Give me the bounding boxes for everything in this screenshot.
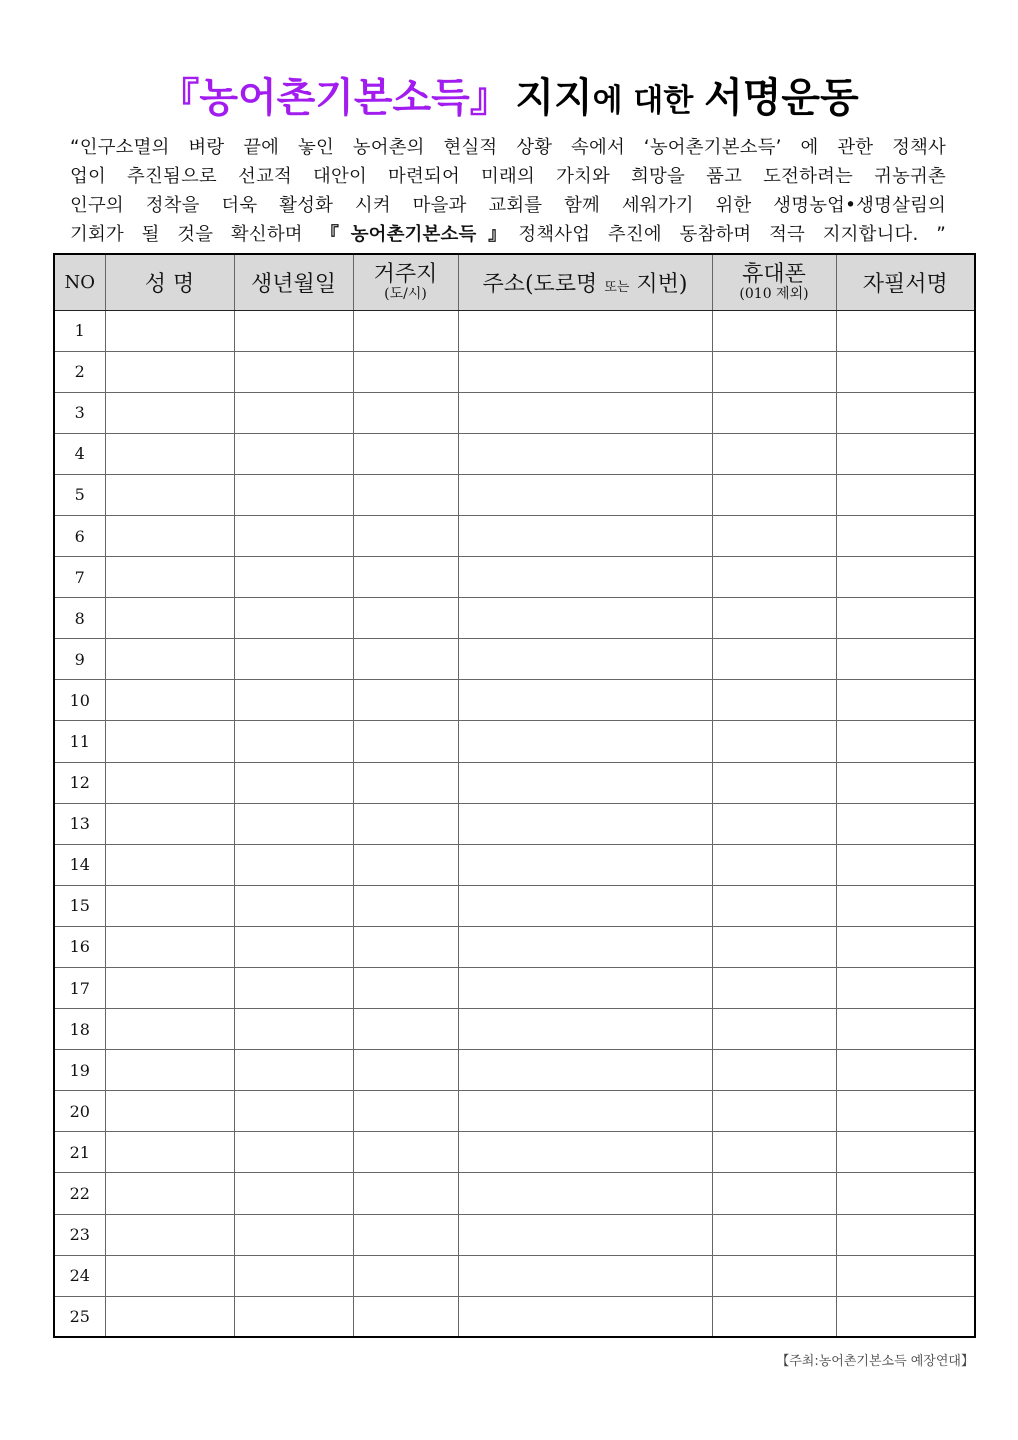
row-number: 17	[54, 968, 105, 1009]
name-cell[interactable]	[105, 557, 234, 598]
phone-cell[interactable]	[712, 639, 836, 680]
address-cell[interactable]	[458, 1009, 712, 1050]
name-cell[interactable]	[105, 680, 234, 721]
phone-cell[interactable]	[712, 433, 836, 474]
address-cell[interactable]	[458, 639, 712, 680]
header-region-label: 거주지	[373, 261, 438, 287]
phone-cell[interactable]	[712, 392, 836, 433]
phone-cell[interactable]	[712, 885, 836, 926]
header-region-sub: (도/시)	[384, 285, 427, 302]
address-cell[interactable]	[458, 433, 712, 474]
address-cell[interactable]	[458, 885, 712, 926]
row-number: 8	[54, 598, 105, 639]
name-cell[interactable]	[105, 762, 234, 803]
header-signature: 자필서명	[836, 254, 975, 310]
table-row	[54, 474, 975, 515]
header-phone-sub: (010 제외)	[739, 285, 809, 302]
region-cell[interactable]	[353, 762, 458, 803]
birth-cell[interactable]	[234, 1296, 353, 1337]
address-cell[interactable]	[458, 598, 712, 639]
address-cell[interactable]	[458, 721, 712, 762]
phone-cell[interactable]	[712, 351, 836, 392]
header-no: NO	[54, 254, 105, 310]
signature-cell[interactable]	[836, 474, 975, 515]
header-address-b: 지번)	[629, 271, 688, 297]
signature-cell[interactable]	[836, 803, 975, 844]
row-number: 20	[54, 1091, 105, 1132]
signature-cell[interactable]	[836, 1173, 975, 1214]
birth-cell[interactable]	[234, 515, 353, 556]
signature-cell[interactable]	[836, 1214, 975, 1255]
birth-cell[interactable]	[234, 310, 353, 351]
name-cell[interactable]	[105, 310, 234, 351]
table-row	[54, 1009, 975, 1050]
table-row	[54, 1255, 975, 1296]
table-row	[54, 844, 975, 885]
birth-cell[interactable]	[234, 1255, 353, 1296]
address-cell[interactable]	[458, 1296, 712, 1337]
name-cell[interactable]	[105, 844, 234, 885]
phone-cell[interactable]	[712, 1173, 836, 1214]
address-cell[interactable]	[458, 803, 712, 844]
row-number: 2	[54, 351, 105, 392]
region-cell[interactable]	[353, 639, 458, 680]
birth-cell[interactable]	[234, 926, 353, 967]
intro-line-1: “인구소멸의 벼랑 끝에 놓인 농어촌의 현실적 상황 속에서 ‘농어촌기본소득’ 에 관한 정책사	[70, 137, 946, 158]
intro-line-3: 인구의 정착을 더욱 활성화 시켜 마을과 교회를 함께 세워가기 위한 생명농업•생명살림의	[70, 195, 946, 216]
title-support: 지지	[515, 75, 593, 121]
table-row	[54, 926, 975, 967]
phone-cell[interactable]	[712, 1255, 836, 1296]
name-cell[interactable]	[105, 433, 234, 474]
birth-cell[interactable]	[234, 474, 353, 515]
intro-line-4-end: 정책사업 추진에 동참하며 적극 지지합니다. ”	[518, 224, 946, 245]
header-phone-label: 휴대폰	[742, 261, 806, 287]
name-cell[interactable]	[105, 639, 234, 680]
address-cell[interactable]	[458, 1132, 712, 1173]
birth-cell[interactable]	[234, 639, 353, 680]
title-program-name: 『농어촌기본소득』	[159, 75, 510, 121]
region-cell[interactable]	[353, 310, 458, 351]
name-cell[interactable]	[105, 721, 234, 762]
region-cell[interactable]	[353, 1091, 458, 1132]
region-cell[interactable]	[353, 968, 458, 1009]
address-cell[interactable]	[458, 515, 712, 556]
phone-cell[interactable]	[712, 515, 836, 556]
row-number: 24	[54, 1255, 105, 1296]
region-cell[interactable]	[353, 598, 458, 639]
table-row	[54, 392, 975, 433]
birth-cell[interactable]	[234, 1009, 353, 1050]
address-cell[interactable]	[458, 474, 712, 515]
phone-cell[interactable]	[712, 762, 836, 803]
phone-cell[interactable]	[712, 474, 836, 515]
row-number: 11	[54, 721, 105, 762]
name-cell[interactable]	[105, 351, 234, 392]
row-number: 1	[54, 310, 105, 351]
signature-cell[interactable]	[836, 1296, 975, 1337]
region-cell[interactable]	[353, 680, 458, 721]
name-cell[interactable]	[105, 1009, 234, 1050]
phone-cell[interactable]	[712, 1050, 836, 1091]
name-cell[interactable]	[105, 392, 234, 433]
intro-paragraph	[70, 133, 946, 249]
signature-cell[interactable]	[836, 762, 975, 803]
region-cell[interactable]	[353, 433, 458, 474]
header-name: 성 명	[105, 254, 234, 310]
table-row	[54, 433, 975, 474]
row-number: 10	[54, 680, 105, 721]
row-number: 6	[54, 515, 105, 556]
table-row	[54, 968, 975, 1009]
signature-cell[interactable]	[836, 844, 975, 885]
birth-cell[interactable]	[234, 598, 353, 639]
signature-cell[interactable]	[836, 639, 975, 680]
table-row	[54, 1296, 975, 1337]
signature-cell[interactable]	[836, 721, 975, 762]
header-phone	[712, 254, 836, 310]
table-row	[54, 598, 975, 639]
address-cell[interactable]	[458, 557, 712, 598]
birth-cell[interactable]	[234, 803, 353, 844]
phone-cell[interactable]	[712, 680, 836, 721]
birth-cell[interactable]	[234, 680, 353, 721]
table-row	[54, 1173, 975, 1214]
phone-cell[interactable]	[712, 1296, 836, 1337]
birth-cell[interactable]	[234, 392, 353, 433]
row-number: 9	[54, 639, 105, 680]
intro-line-2: 업이 추진됨으로 선교적 대안이 마련되어 미래의 가치와 희망을 품고 도전하려는 귀농귀촌	[70, 166, 946, 187]
row-number: 7	[54, 557, 105, 598]
birth-cell[interactable]	[234, 1132, 353, 1173]
region-cell[interactable]	[353, 721, 458, 762]
header-region	[353, 254, 458, 310]
region-cell[interactable]	[353, 1296, 458, 1337]
region-cell[interactable]	[353, 926, 458, 967]
phone-cell[interactable]	[712, 1091, 836, 1132]
phone-cell[interactable]	[712, 1214, 836, 1255]
header-address	[458, 254, 712, 310]
header-address-or: 또는	[604, 279, 630, 295]
region-cell[interactable]	[353, 1009, 458, 1050]
birth-cell[interactable]	[234, 885, 353, 926]
phone-cell[interactable]	[712, 721, 836, 762]
name-cell[interactable]	[105, 968, 234, 1009]
table-row	[54, 351, 975, 392]
row-number: 14	[54, 844, 105, 885]
region-cell[interactable]	[353, 515, 458, 556]
table-row	[54, 803, 975, 844]
region-cell[interactable]	[353, 474, 458, 515]
table-row	[54, 1214, 975, 1255]
row-number: 16	[54, 926, 105, 967]
table-row	[54, 680, 975, 721]
address-cell[interactable]	[458, 1255, 712, 1296]
region-cell[interactable]	[353, 1173, 458, 1214]
birth-cell[interactable]	[234, 762, 353, 803]
signature-cell[interactable]	[836, 310, 975, 351]
region-cell[interactable]	[353, 392, 458, 433]
name-cell[interactable]	[105, 598, 234, 639]
table-header-row	[54, 254, 975, 310]
birth-cell[interactable]	[234, 844, 353, 885]
signature-cell[interactable]	[836, 557, 975, 598]
title-about: 에 대한	[592, 83, 705, 119]
address-cell[interactable]	[458, 680, 712, 721]
name-cell[interactable]	[105, 803, 234, 844]
birth-cell[interactable]	[234, 433, 353, 474]
row-number: 4	[54, 433, 105, 474]
birth-cell[interactable]	[234, 1173, 353, 1214]
signature-cell[interactable]	[836, 515, 975, 556]
organizer-footer: 【주최:농어촌기본소득 예장연대】	[776, 1354, 974, 1369]
table-row	[54, 1091, 975, 1132]
birth-cell[interactable]	[234, 968, 353, 1009]
row-number: 5	[54, 474, 105, 515]
phone-cell[interactable]	[712, 598, 836, 639]
phone-cell[interactable]	[712, 1009, 836, 1050]
row-number: 3	[54, 392, 105, 433]
address-cell[interactable]	[458, 310, 712, 351]
row-number: 22	[54, 1173, 105, 1214]
intro-line-4-bold: 『농어촌기본소득』	[320, 224, 519, 245]
table-row	[54, 515, 975, 556]
address-cell[interactable]	[458, 1091, 712, 1132]
table-row	[54, 721, 975, 762]
region-cell[interactable]	[353, 885, 458, 926]
row-number: 13	[54, 803, 105, 844]
name-cell[interactable]	[105, 474, 234, 515]
row-number: 12	[54, 762, 105, 803]
row-number: 18	[54, 1009, 105, 1050]
signature-cell[interactable]	[836, 351, 975, 392]
intro-line-4-start: 기회가 될 것을 확신하며	[70, 224, 321, 245]
name-cell[interactable]	[105, 1132, 234, 1173]
row-number: 19	[54, 1050, 105, 1091]
birth-cell[interactable]	[234, 1091, 353, 1132]
region-cell[interactable]	[353, 1255, 458, 1296]
signature-cell[interactable]	[836, 1091, 975, 1132]
phone-cell[interactable]	[712, 844, 836, 885]
title-petition: 서명운동	[704, 75, 859, 121]
name-cell[interactable]	[105, 926, 234, 967]
header-birth: 생년월일	[234, 254, 353, 310]
signature-table	[53, 253, 976, 1338]
table-row	[54, 1132, 975, 1173]
region-cell[interactable]	[353, 844, 458, 885]
phone-cell[interactable]	[712, 557, 836, 598]
signature-cell[interactable]	[836, 926, 975, 967]
address-cell[interactable]	[458, 392, 712, 433]
phone-cell[interactable]	[712, 310, 836, 351]
region-cell[interactable]	[353, 351, 458, 392]
name-cell[interactable]	[105, 1296, 234, 1337]
birth-cell[interactable]	[234, 557, 353, 598]
intro-line-4	[70, 220, 946, 249]
address-cell[interactable]	[458, 968, 712, 1009]
signature-cell[interactable]	[836, 598, 975, 639]
address-cell[interactable]	[458, 762, 712, 803]
signature-cell[interactable]	[836, 1009, 975, 1050]
row-number: 25	[54, 1296, 105, 1337]
name-cell[interactable]	[105, 1091, 234, 1132]
name-cell[interactable]	[105, 1050, 234, 1091]
address-cell[interactable]	[458, 1050, 712, 1091]
row-number: 21	[54, 1132, 105, 1173]
signature-cell[interactable]	[836, 885, 975, 926]
phone-cell[interactable]	[712, 803, 836, 844]
region-cell[interactable]	[353, 1214, 458, 1255]
table-row	[54, 639, 975, 680]
address-cell[interactable]	[458, 1214, 712, 1255]
row-number: 15	[54, 885, 105, 926]
name-cell[interactable]	[105, 515, 234, 556]
name-cell[interactable]	[105, 1255, 234, 1296]
address-cell[interactable]	[458, 1173, 712, 1214]
phone-cell[interactable]	[712, 1132, 836, 1173]
table-row	[54, 885, 975, 926]
region-cell[interactable]	[353, 1132, 458, 1173]
table-row	[54, 762, 975, 803]
name-cell[interactable]	[105, 885, 234, 926]
name-cell[interactable]	[105, 1173, 234, 1214]
address-cell[interactable]	[458, 926, 712, 967]
address-cell[interactable]	[458, 351, 712, 392]
region-cell[interactable]	[353, 557, 458, 598]
table-row	[54, 557, 975, 598]
region-cell[interactable]	[353, 1050, 458, 1091]
signature-cell[interactable]	[836, 392, 975, 433]
phone-cell[interactable]	[712, 926, 836, 967]
birth-cell[interactable]	[234, 721, 353, 762]
phone-cell[interactable]	[712, 968, 836, 1009]
name-cell[interactable]	[105, 1214, 234, 1255]
signature-cell[interactable]	[836, 1255, 975, 1296]
birth-cell[interactable]	[234, 1214, 353, 1255]
signature-cell[interactable]	[836, 680, 975, 721]
signature-cell[interactable]	[836, 433, 975, 474]
page-title	[0, 66, 1018, 136]
table-row	[54, 310, 975, 351]
birth-cell[interactable]	[234, 351, 353, 392]
header-address-a: 주소(도로명	[482, 271, 605, 297]
signature-cell[interactable]	[836, 1132, 975, 1173]
signature-cell[interactable]	[836, 1050, 975, 1091]
row-number: 23	[54, 1214, 105, 1255]
signature-cell[interactable]	[836, 968, 975, 1009]
birth-cell[interactable]	[234, 1050, 353, 1091]
region-cell[interactable]	[353, 803, 458, 844]
table-row	[54, 1050, 975, 1091]
address-cell[interactable]	[458, 844, 712, 885]
